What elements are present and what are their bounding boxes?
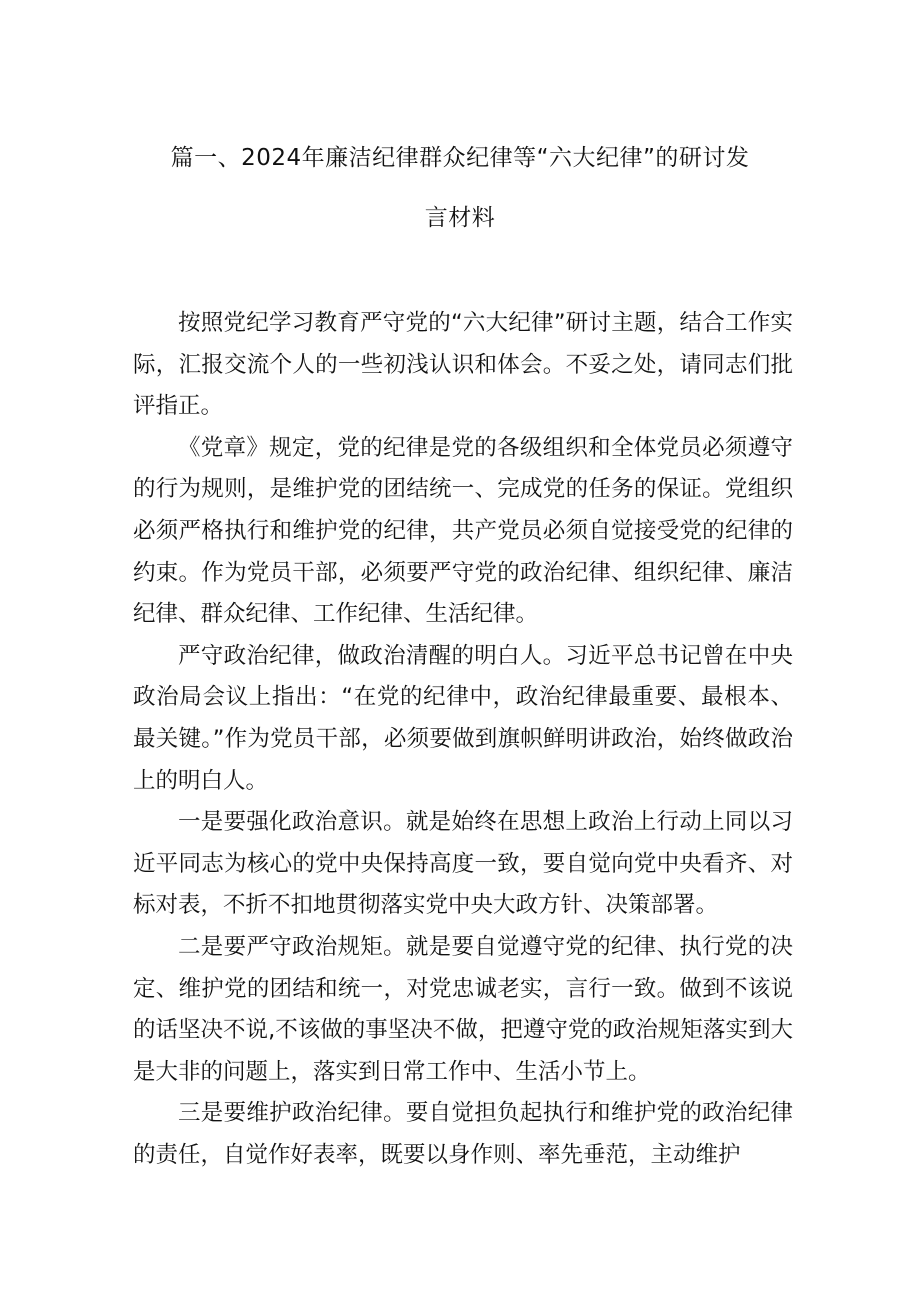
paragraph-point-three: 三是要维护政治纪律。要自觉担负起执行和维护党的政治纪律的责任，自觉作好表率，既要以身作则、率先垂范，主动维护 <box>133 1100 793 1168</box>
paragraph-intro: 按照党纪学习教育严守党的“六大纪律”研讨主题，结合工作实际，汇报交流个人的一些初浅认识和体会。不妥之处，请同志们批评指正。 <box>133 310 793 420</box>
paragraph-party-constitution: 《党章》规定，党的纪律是党的各级组织和全体党员必须遵守的行为规则，是维护党的团结统一、完成党的任务的保证。党组织必须严格执行和维护党的纪律，共产党员必须自觉接受党的纪律的约束。作为党员干部，必须要严守党的政治纪律、组织纪律、廉洁纪律、群众纪律、工作纪律、生活纪律。 <box>133 434 793 628</box>
paragraph-political-discipline: 严守政治纪律，做政治清醒的明白人。习近平总书记曾在中央政治局会议上指出：“在党的纪律中，政治纪律最重要、最根本、最关键。”作为党员干部，必须要做到旗帜鲜明讲政治，始终做政治上的明白人。 <box>133 642 793 794</box>
paragraph-point-two: 二是要严守政治规矩。就是要自觉遵守党的纪律、执行党的决定、维护党的团结和统一，对党忠诚老实，言行一致。做到不该说的话坚决不说,不该做的事坚决不做，把遵守党的政治规矩落实到大是大非的问题上，落实到日常工作中、生活小节上。 <box>133 933 793 1085</box>
document-body <box>133 303 793 1176</box>
document-title-line-1: 篇一、2024年廉洁纪律群众纪律等“六大纪律”的研讨发 <box>170 145 750 171</box>
paragraph-point-one: 一是要强化政治意识。就是始终在思想上政治上行动上同以习近平同志为核心的党中央保持高度一致，要自觉向党中央看齐、对标对表，不折不扣地贯彻落实党中央大政方针、决策部署。 <box>133 809 793 919</box>
document-title-line-2: 言材料 <box>424 205 496 231</box>
